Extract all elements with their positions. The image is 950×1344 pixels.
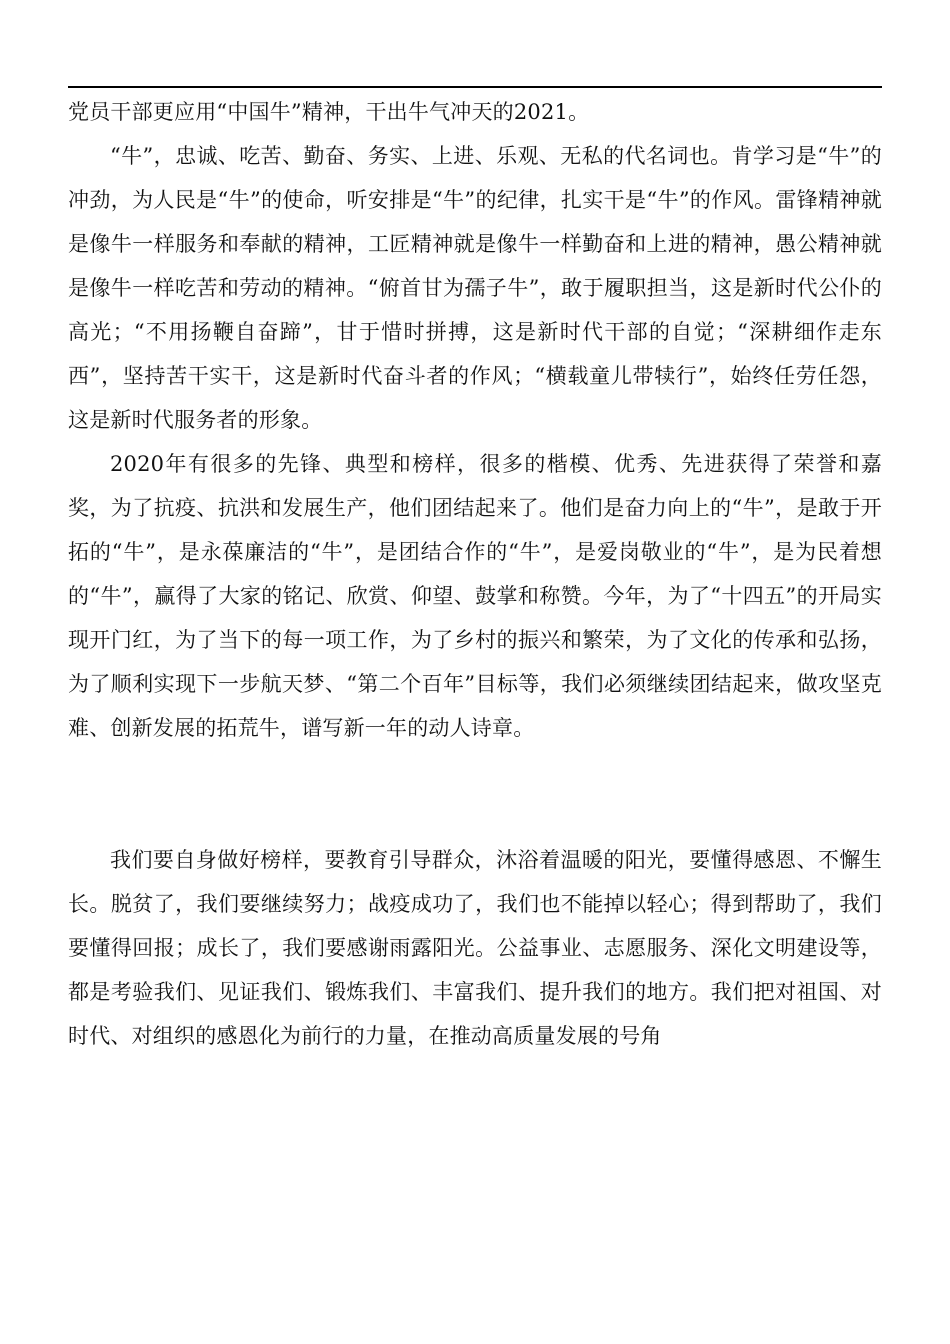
paragraph-niu-meaning: “牛”，忠诚、吃苦、勤奋、务实、上进、乐观、无私的代名词也。肯学习是“牛”的冲劲，为人民是“牛”的使命，听安排是“牛”的纪律，扎实干是“牛”的作风。雷锋精神就是像牛一样服务和奉献的精神，工匠精神就是像牛一样勤奋和上进的精神，愚公精神就是像牛一样吃苦和劳动的精神。“俯首甘为孺子牛”，敢于履职担当，这是新时代公仆的高光；“不用扬鞭自奋蹄”，甘于惜时拼搏，这是新时代干部的自觉；“深耕细作走东西”，坚持苦干实干，这是新时代奋斗者的作风；“横载童儿带犊行”，始终任劳任怨，这是新时代服务者的形象。 xyxy=(68,144,882,432)
paragraph-2020-models: 2020年有很多的先锋、典型和榜样，很多的楷模、优秀、先进获得了荣誉和嘉奖，为了抗疫、抗洪和发展生产，他们团结起来了。他们是奋力向上的“牛”，是敢于开拓的“牛”，是永葆廉洁的“牛”，是团结合作的“牛”，是爱岗敬业的“牛”，是为民着想的“牛”，赢得了大家的铭记、欣赏、仰望、鼓掌和称赞。今年，为了“十四五”的开局实现开门红，为了当下的每一项工作，为了乡村的振兴和繁荣，为了文化的传承和弘扬，为了顺利实现下一步航天梦、“第二个百年”目标等，我们必须继续团结起来，做攻坚克难、创新发展的拓荒牛，谱写新一年的动人诗章。 xyxy=(68,452,882,740)
header-rule xyxy=(68,86,882,88)
document-body xyxy=(68,90,882,1058)
paragraph-continuation: 党员干部更应用“中国牛”精神，干出牛气冲天的2021。 xyxy=(68,100,590,124)
document-page xyxy=(68,0,882,1344)
paragraph-gratitude: 我们要自身做好榜样，要教育引导群众，沐浴着温暖的阳光，要懂得感恩、不懈生长。脱贫了，我们要继续努力；战疫成功了，我们也不能掉以轻心；得到帮助了，我们要懂得回报；成长了，我们要感谢雨露阳光。公益事业、志愿服务、深化文明建设等，都是考验我们、见证我们、锻炼我们、丰富我们、提升我们的地方。我们把对祖国、对时代、对组织的感恩化为前行的力量，在推动高质量发展的号角 xyxy=(68,848,882,1048)
paragraph-gap xyxy=(68,750,882,838)
